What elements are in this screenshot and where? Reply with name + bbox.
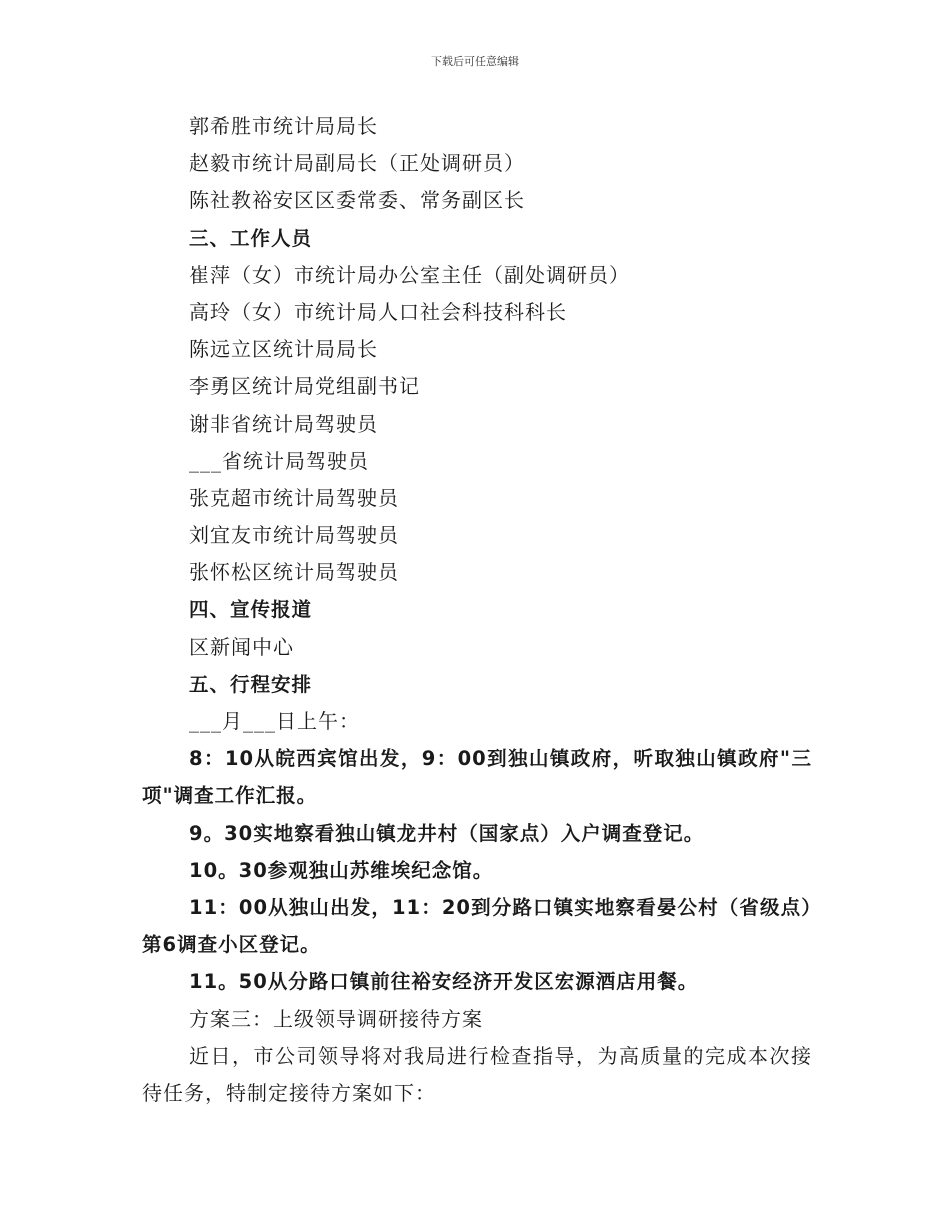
schedule-date-line: ___月___日上午： xyxy=(189,709,360,733)
schedule-item: 10。30参观独山苏维埃纪念馆。 xyxy=(189,858,494,882)
schedule-item: 11。50从分路口镇前往裕安经济开发区宏源酒店用餐。 xyxy=(189,970,699,994)
schedule-item: 11：00从独山出发，11：20到分路口镇实地察看晏公村（省级点）第6调查小区登记。 xyxy=(142,896,812,957)
staff-line: 谢非省统计局驾驶员 xyxy=(189,411,378,436)
staff-line: ___省统计局驾驶员 xyxy=(189,448,369,473)
staff-line: 张怀松区统计局驾驶员 xyxy=(189,560,399,585)
section-heading-staff: 三、工作人员 xyxy=(189,226,313,250)
header-note: 下载后可任意编辑 xyxy=(431,55,519,68)
leader-line: 陈社教裕安区区委常委、常务副区长 xyxy=(189,188,525,213)
publicity-line: 区新闻中心 xyxy=(189,634,294,659)
leader-line: 赵毅市统计局副局长（正处调研员） xyxy=(189,151,525,176)
staff-line: 张克超市统计局驾驶员 xyxy=(189,485,399,510)
section-heading-schedule: 五、行程安排 xyxy=(189,672,313,696)
section-heading-publicity: 四、宣传报道 xyxy=(189,598,313,622)
leader-line: 郭希胜市统计局局长 xyxy=(189,114,378,138)
staff-line: 高玲（女）市统计局人口社会科技科科长 xyxy=(189,299,567,324)
staff-line: 李勇区统计局党组副书记 xyxy=(189,374,420,399)
document-body xyxy=(142,108,812,1112)
staff-line: 崔萍（女）市统计局办公室主任（副处调研员） xyxy=(189,262,630,287)
plan-intro: 近日，市公司领导将对我局进行检查指导，为高质量的完成本次接待任务，特制定接待方案如下： xyxy=(142,1043,812,1105)
staff-line: 陈远立区统计局局长 xyxy=(189,337,378,362)
plan-title: 方案三：上级领导调研接待方案 xyxy=(189,1006,483,1031)
schedule-item: 9。30实地察看独山镇龙井村（国家点）入户调查登记。 xyxy=(189,821,705,845)
schedule-item: 8：10从皖西宾馆出发，9：00到独山镇政府，听取独山镇政府"三项"调查工作汇报。 xyxy=(142,747,812,808)
staff-line: 刘宜友市统计局驾驶员 xyxy=(189,523,399,548)
